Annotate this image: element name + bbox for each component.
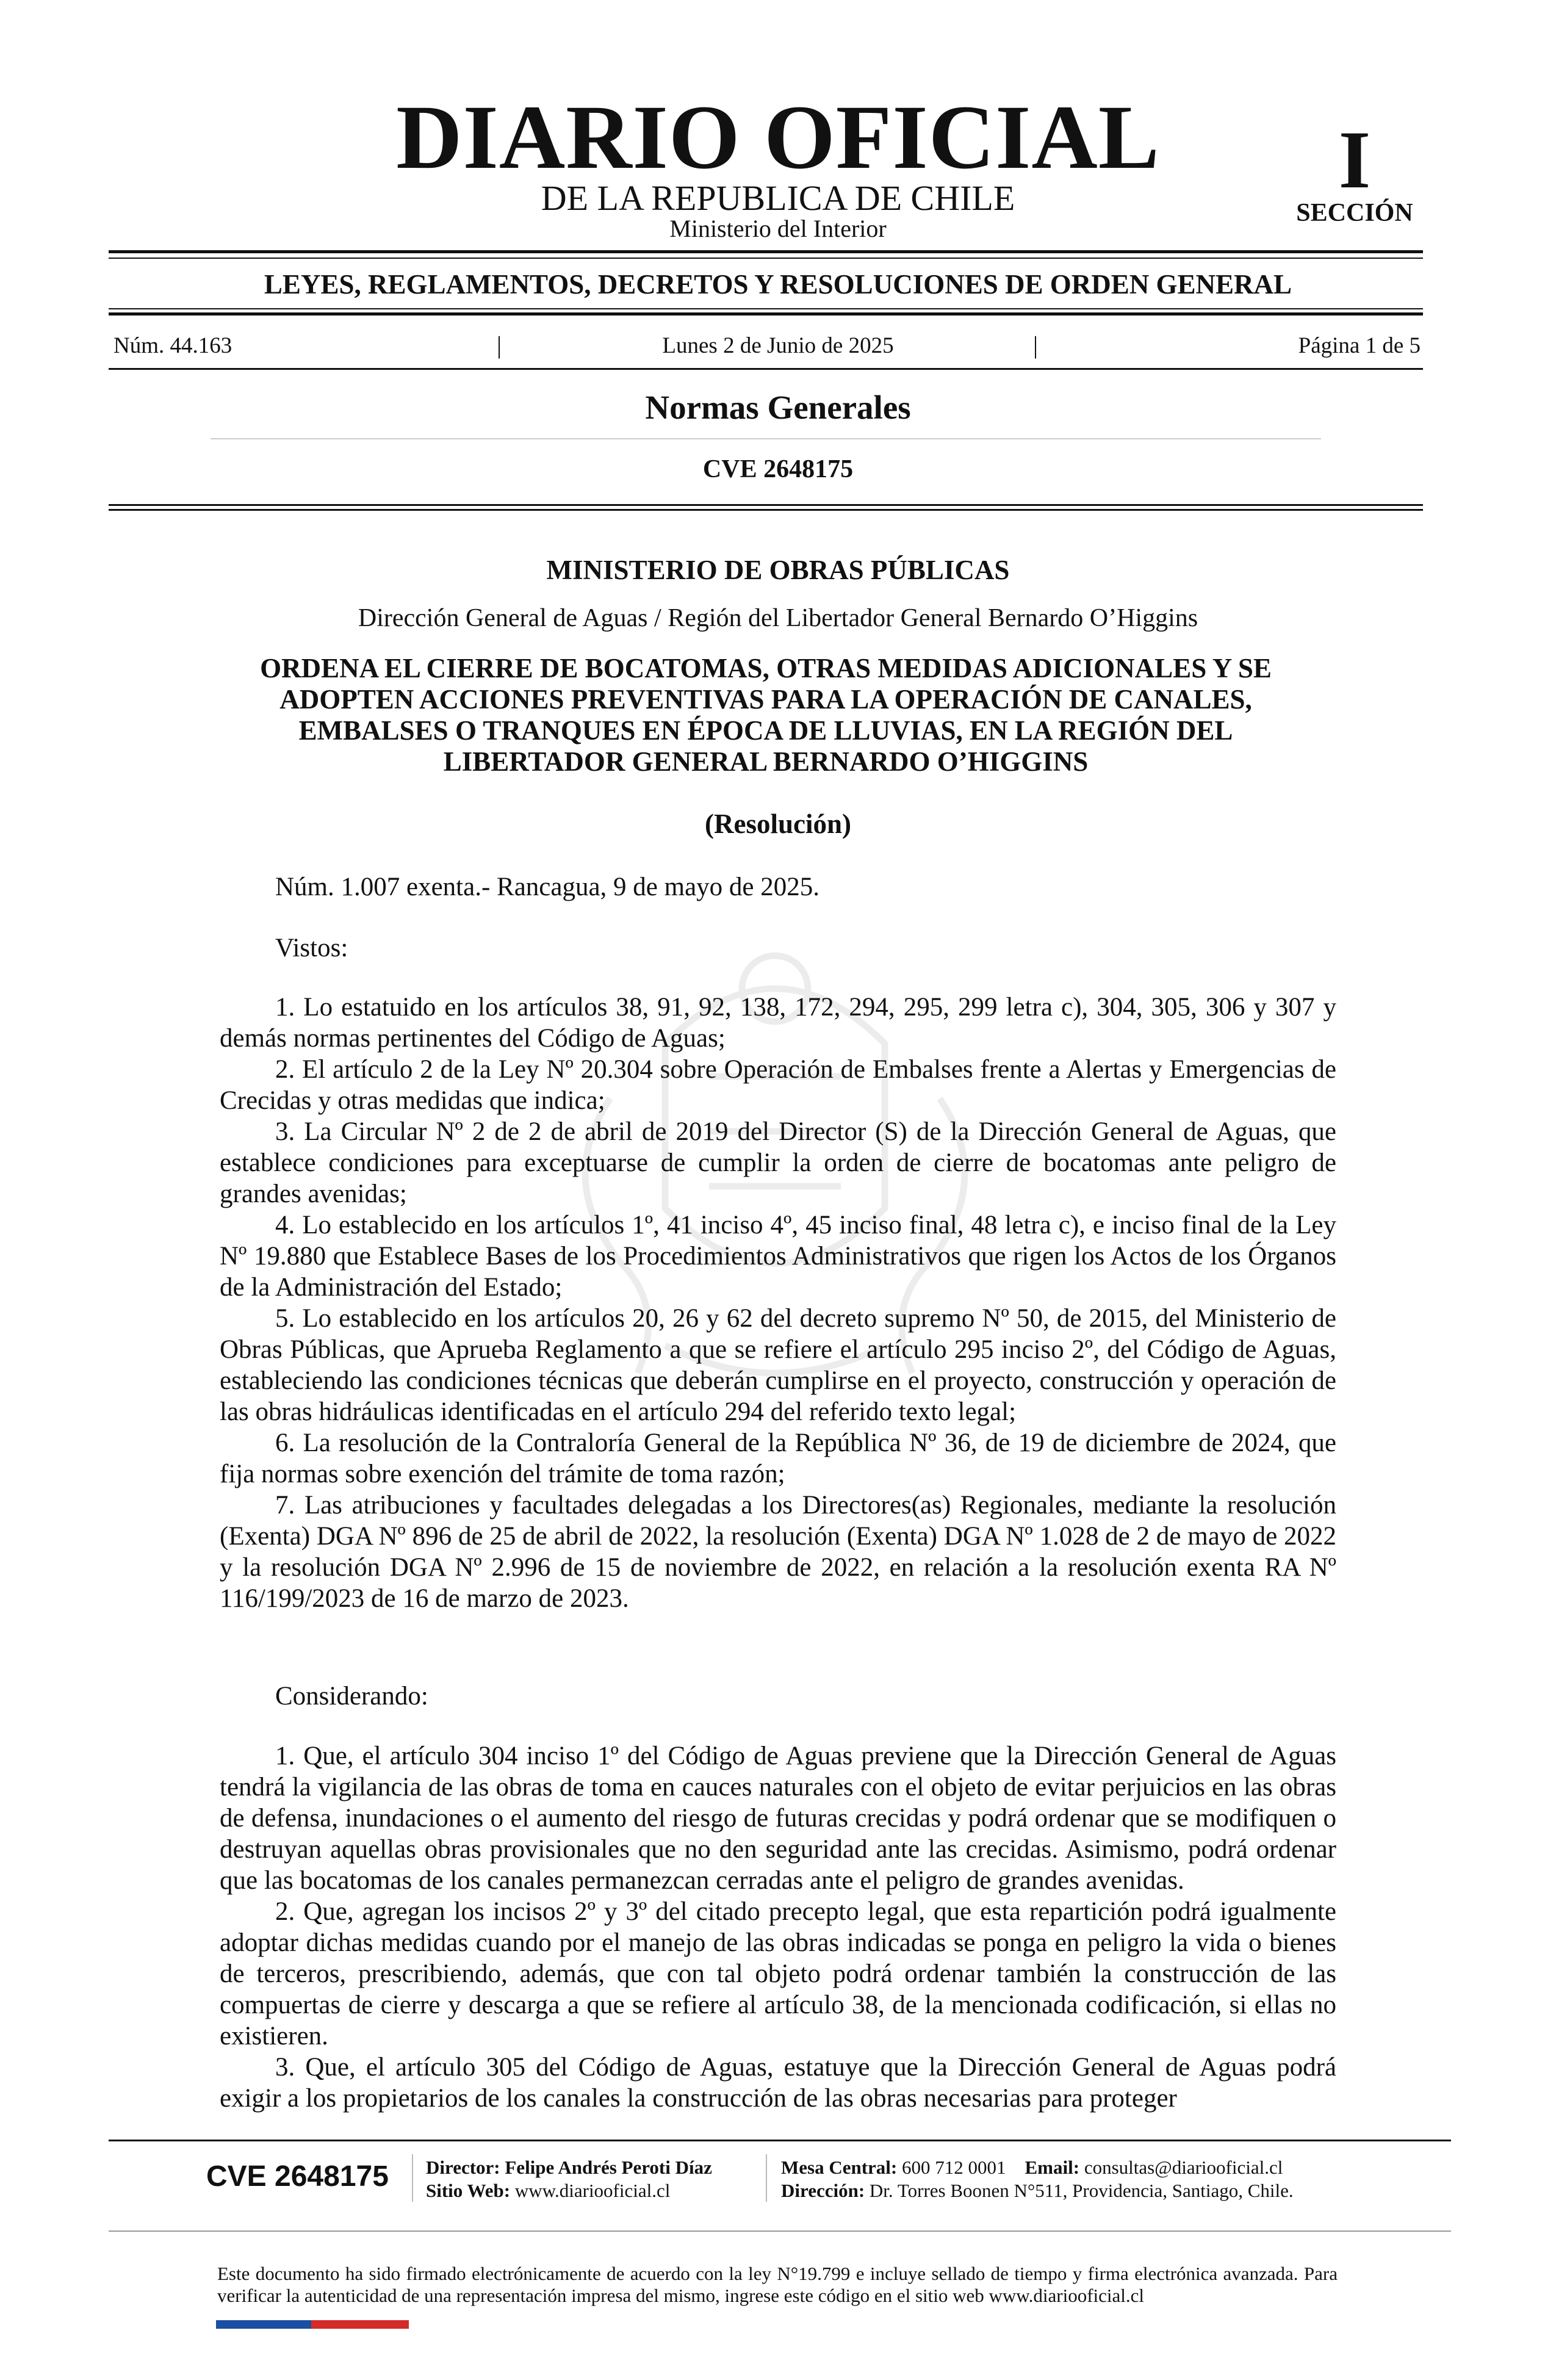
footer-contact-left [426,2156,712,2202]
masthead-rule-thin [109,258,1423,259]
issue-number: Núm. 44.163 [113,333,232,358]
issue-date: Lunes 2 de Junio de 2025 [662,333,894,358]
masthead-title: DIARIO OFICIAL [396,87,1160,188]
considerando-item: 3. Que, el artículo 305 del Código de Aguas, estatuye que la Dirección General de Aguas podrá exigir a los propietarios de los canales la construcción de las obras necesarias para proteger [220,2053,1336,2113]
resolution-number-line: Núm. 1.007 exenta.- Rancagua, 9 de mayo de 2025. [275,873,819,901]
phone-value: 600 712 0001 [902,2157,1006,2178]
vistos-item: 1. Lo estatuido en los artículos 38, 91, 92, 138, 172, 294, 295, 299 letra c), 304, 305, 306 y 307 y demás normas pertinentes del Código de Aguas; [220,993,1336,1053]
phone-label: Mesa Central: [781,2157,898,2178]
norms-divider [211,438,1321,439]
meta-separator: | [1033,331,1039,359]
email-link[interactable]: consultas@diariooficial.cl [1084,2157,1283,2178]
considerando-item: 1. Que, el artículo 304 inciso 1º del Código de Aguas previene que la Dirección General de Aguas tendrá la vigilancia de las obras de toma en cauces naturales con el objeto de evitar perjuicios en las obras de defensa, inundaciones o el aumento del riesgo de futuras crecidas y podrá ordenar que se modifiquen o destruyan aquellas obras provisionales que no den seguridad ante las crecidas. Asimismo, podrá ordenar que las bocatomas de los canales permanezcan cerradas ante el peligro de grandes avenidas. [220,1742,1336,1895]
director-label: Director: [426,2157,500,2178]
considerando-item: 2. Que, agregan los incisos 2º y 3º del citado precepto legal, que esta repartición podrá igualmente adoptar dichas medidas cuando por el manejo de las obras indicadas se ponga en peligro la vida o bienes de terceros, prescribiendo, además, que con tal objeto podrá ordenar también la construcción de las compuertas de cierre y descarga a que se refiere al artículo 38, de la mencionada codificación, si ellas no existieren. [220,1897,1336,2050]
footer-contact-right [781,2156,1294,2202]
title-line: LIBERTADOR GENERAL BERNARDO O’HIGGINS [443,746,1089,777]
vistos-item: 4. Lo establecido en los artículos 1º, 41 inciso 4º, 45 inciso final, 48 letra c), e inciso final de la Ley Nº 19.880 que Establece Bases de los Procedimientos Administrativos que rigen los Actos de los Órganos de la Administración del Estado; [220,1211,1336,1302]
section-band: LEYES, REGLAMENTOS, DECRETOS Y RESOLUCIONES DE ORDEN GENERAL [264,269,1292,300]
vistos-item: 5. Lo establecido en los artículos 20, 26 y 62 del decreto supremo Nº 50, de 2015, del Ministerio de Obras Públicas, que Aprueba Reglamento a que se refiere el artículo 295 inciso 2º, del Código de Aguas, estableciendo las condiciones técnicas que deberán cumplirse en el proyecto, construcción y operación de las obras hidráulicas identificadas en el artículo 294 del referido texto legal; [220,1304,1336,1426]
considerando-label: Considerando: [275,1682,428,1711]
masthead-subtitle: DE LA REPUBLICA DE CHILE [541,178,1015,218]
vistos-item: 2. El artículo 2 de la Ley Nº 20.304 sobre Operación de Embalses frente a Alertas y Emergencias de Crecidas y otras medidas que indica; [220,1055,1336,1115]
flag-stripe-red [311,2320,409,2329]
meta-separator: | [497,331,502,359]
resolution-type-label: (Resolución) [705,809,851,839]
email-label: Email: [1025,2157,1080,2178]
vistos-item: 7. Las atribuciones y facultades delegadas a los Directores(as) Regionales, mediante la resolución (Exenta) DGA Nº 896 de 25 de abril de 2022, la resolución (Exenta) DGA Nº 1.028 de 2 de mayo de 2022 y la resolución DGA Nº 2.996 de 15 de noviembre de 2022, en relación a la resolución exenta RA Nº 116/199/2023 de 16 de marzo de 2023. [220,1491,1336,1613]
vistos-item: 6. La resolución de la Contraloría General de la República Nº 36, de 19 de diciembre de 2024, que fija normas sobre exención del trámite de toma razón; [220,1429,1336,1488]
document-ministry: MINISTERIO DE OBRAS PÚBLICAS [546,555,1010,585]
header-rule-2 [109,509,1423,511]
considerando-list [220,1740,1336,2114]
flag-stripe-blue [216,2320,311,2329]
footer-rule-thin [109,2230,1451,2232]
section-word: SECCIÓN [1296,199,1413,227]
footer-rule [109,2140,1451,2141]
address-value: Dr. Torres Boonen N°511, Providencia, Santiago, Chile. [869,2180,1294,2201]
title-line: ADOPTEN ACCIONES PREVENTIVAS PARA LA OPERACIÓN DE CANALES, [279,684,1252,715]
website-label: Sitio Web: [426,2180,511,2201]
page-indicator: Página 1 de 5 [1298,333,1421,358]
band-rule-thick [109,312,1423,316]
resolution-title [201,653,1330,777]
norms-heading: Normas Generales [645,389,911,426]
cve-code-header: CVE 2648175 [702,455,854,483]
document-direction: Dirección General de Aguas / Región del Libertador General Bernardo O’Higgins [358,604,1198,632]
vistos-label: Vistos: [275,934,348,962]
masthead-ministry: Ministerio del Interior [669,215,887,242]
footer-divider [766,2154,767,2202]
footer-cve-code: CVE 2648175 [206,2160,389,2193]
footer-divider [412,2154,413,2202]
meta-rule [109,368,1423,370]
website-link[interactable]: www.diariooficial.cl [514,2180,671,2201]
title-line: EMBALSES O TRANQUES EN ÉPOCA DE LLUVIAS, EN LA REGIÓN DEL [298,715,1233,746]
address-label: Dirección: [781,2180,865,2201]
title-line: ORDENA EL CIERRE DE BOCATOMAS, OTRAS MEDIDAS ADICIONALES Y SE [260,653,1272,683]
section-number: I [1338,115,1371,206]
vistos-item: 3. La Circular Nº 2 de 2 de abril de 2019 del Director (S) de la Dirección General de Aguas, que establece condiciones para exceptuarse de cumplir la orden de cierre de bocatomas ante peligro de grandes avenidas; [220,1117,1336,1208]
band-rule-thin [109,308,1423,309]
footer-signature-note: Este documento ha sido firmado electrónicamente de acuerdo con la ley N°19.799 e incluye sellado de tiempo y firma electrónica avanzada. Para verificar la autenticidad de una representación impresa del mismo, ingrese este código en el sitio web www.diariooficial.cl [217,2263,1338,2306]
director-name: Felipe Andrés Peroti Díaz [505,2157,712,2178]
vistos-list [220,992,1336,1614]
masthead-rule-thick [109,250,1423,253]
header-rule-1 [109,504,1423,506]
